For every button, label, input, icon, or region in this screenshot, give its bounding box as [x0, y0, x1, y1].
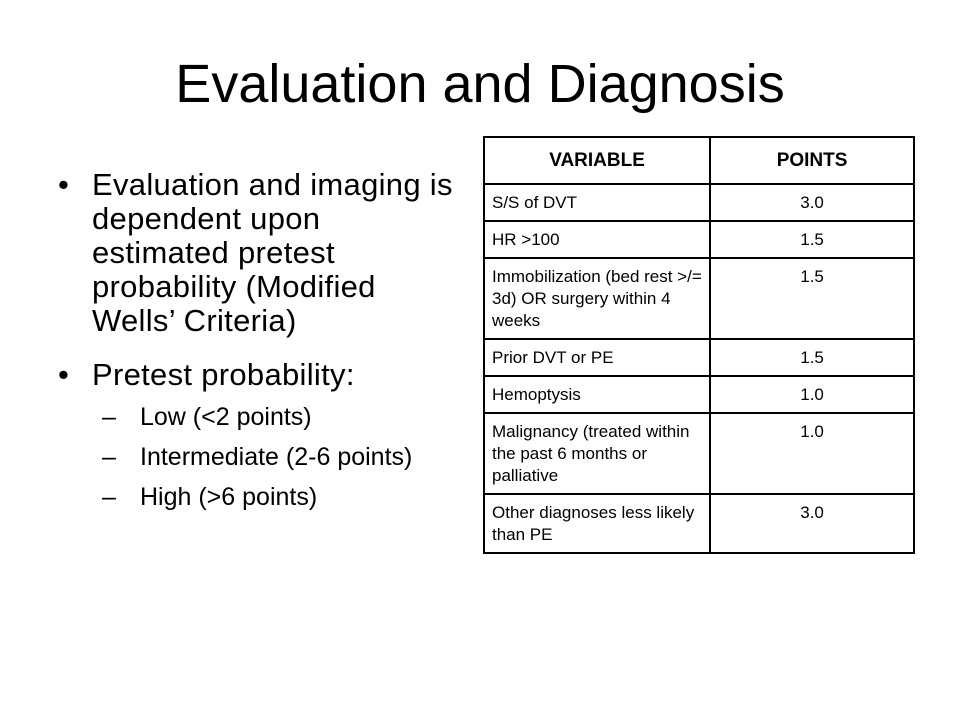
sub-bullet-item [92, 482, 458, 512]
points-cell: 1.0 [710, 413, 914, 494]
table-row [484, 339, 914, 376]
sub-bullet-marker: – [102, 443, 116, 471]
table-row [484, 376, 914, 413]
sub-bullet-marker: – [102, 403, 116, 431]
bullet-item [58, 358, 458, 392]
bullet-text: Pretest probability: [92, 357, 355, 392]
variable-cell: HR >100 [484, 221, 710, 258]
sub-bullet-marker: – [102, 483, 116, 511]
wells-criteria-table [483, 136, 915, 554]
points-cell: 3.0 [710, 184, 914, 221]
table-row [484, 494, 914, 553]
table-row [484, 413, 914, 494]
sub-bullet-text: Low (<2 points) [140, 403, 312, 431]
table-header-row [484, 137, 914, 184]
variable-cell: Malignancy (treated within the past 6 months or palliative [484, 413, 710, 494]
points-cell: 1.5 [710, 339, 914, 376]
points-cell: 1.5 [710, 221, 914, 258]
table-row [484, 184, 914, 221]
bullet-text: Evaluation and imaging is dependent upon estimated pretest probability (Modified Wells’ Criteria) [92, 167, 453, 338]
points-cell: 3.0 [710, 494, 914, 553]
points-cell: 1.5 [710, 258, 914, 339]
bullet-marker: • [58, 357, 70, 392]
bullet-item [58, 168, 458, 338]
table-row [484, 221, 914, 258]
bullet-marker: • [58, 167, 70, 202]
variable-cell: Other diagnoses less likely than PE [484, 494, 710, 553]
column-header-points: POINTS [710, 137, 914, 184]
slide-title: Evaluation and Diagnosis [175, 54, 785, 114]
variable-cell: S/S of DVT [484, 184, 710, 221]
sub-bullet-item [92, 402, 458, 432]
sub-bullet-item [92, 442, 458, 472]
sub-bullet-text: Intermediate (2-6 points) [140, 443, 413, 471]
variable-cell: Prior DVT or PE [484, 339, 710, 376]
bullet-list [58, 168, 458, 512]
points-cell: 1.0 [710, 376, 914, 413]
table-row [484, 258, 914, 339]
variable-cell: Hemoptysis [484, 376, 710, 413]
sub-bullet-text: High (>6 points) [140, 483, 318, 511]
column-header-variable: VARIABLE [484, 137, 710, 184]
variable-cell: Immobilization (bed rest >/= 3d) OR surgery within 4 weeks [484, 258, 710, 339]
